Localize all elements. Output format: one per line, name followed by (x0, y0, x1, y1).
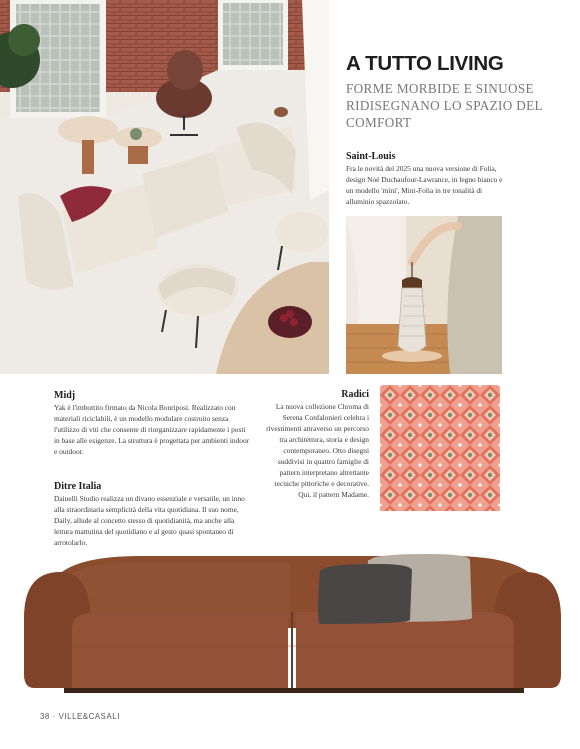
pattern-illustration (380, 385, 500, 511)
sofa-illustration (20, 548, 565, 700)
lamp-illustration (346, 216, 502, 374)
pattern-swatch-photo (380, 385, 500, 511)
living-room-photo (0, 0, 329, 374)
ditre-italia-text: Dainelli Studio realizza un divano essenziale e versatile, un inno alla straordinaria semplicità della vita quotidiana. Il suo nome, Daily, allude al concetto stesso di quotidianità, ma anche alla lettura mattutina del quotidiano e al gesto quasi spontaneo di arrotolarlo. (54, 494, 245, 547)
living-room-illustration (0, 0, 329, 374)
saint-louis-heading: Saint-Louis (346, 151, 396, 162)
radici-heading: Radici (341, 389, 369, 400)
sofa-photo (20, 548, 565, 700)
radici-text: La nuova collezione Chroma di Serena Confalonieri celebra i rivestimenti attraverso un percorso tra architettura, storia e design contemporaneo. Otto disegni suddivisi in quattro famiglie di pattern interpretano altrettante tecniche pittoriche e decorative. Qui, il pattern Madame. (266, 402, 369, 499)
ditre-italia-heading: Ditre Italia (54, 481, 102, 492)
saint-louis-text: Fra le novità del 2025 una nuova versione di Folia, design Noé Duchaufour-Lawrance, in legno bianco e un modello 'mini', Mini-Folia in tre tonalità di alluminio spazzolato. (346, 164, 503, 206)
midj-text: Yak è l'imbottito firmato da Nicola Bonriposi. Realizzato con materiali riciclabili, è un modello modulare costruito senza l'utilizzo di viti che consente di riorganizzare rapidamente i posti in base alle esigenze. La struttura è progettata per ambienti indoor e outdoor. (54, 403, 250, 456)
midj-heading: Midj (54, 390, 76, 401)
page-subtitle: FORME MORBIDE E SINUOSE RIDISEGNANO LO SPAZIO DEL COMFORT (346, 81, 543, 130)
lamp-photo (346, 216, 502, 374)
page-footer: 38 · VILLE&CASALI (40, 712, 120, 721)
page-title: A TUTTO LIVING (346, 52, 504, 75)
